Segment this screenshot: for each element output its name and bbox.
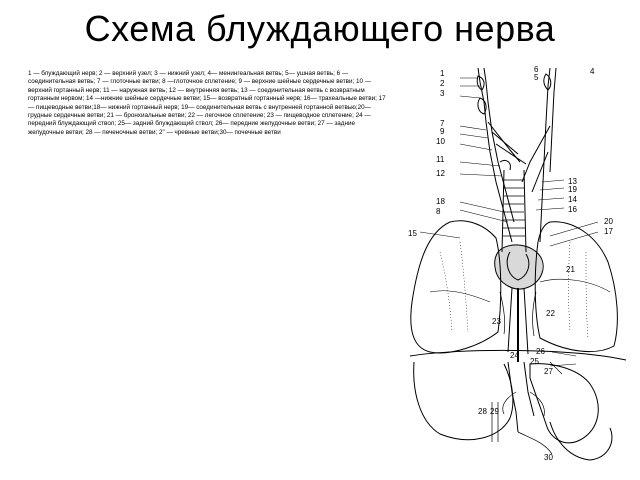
trachea (502, 170, 526, 252)
label-8: 8 (436, 207, 441, 216)
label-20: 20 (604, 217, 613, 226)
nerve-trunks-upper (420, 68, 598, 246)
page-title: Схема блуждающего нерва (84, 8, 556, 49)
label-13: 13 (568, 177, 577, 186)
label-26: 26 (536, 347, 545, 356)
label-4: 4 (590, 67, 595, 76)
label-23: 23 (492, 317, 501, 326)
label-18: 18 (436, 197, 445, 206)
label-25: 25 (530, 357, 539, 366)
figure-caption: 1 — блуждающий нерв; 2 — верхний узел; 3 — нижний узел; 4— менингеальная ветвь; 5— ушная ветвь; 6 — соединительная ветвь; 7 — глоточные ветви; 8 —глоточное сплетение; 9 — верхние шейные сердечные ветви; 10 — верхний гортанный нерв; 11 — наружная ветвь; 12 — внутренняя ветвь; 13 — соединительная ветвь с возвратным гортанным нервом; 14 —нижние шейные сердечные ветви; 15— возвратный гортанный нерв; 16— трахеальные ветви; 17— пищеводные ветви;18— нижний гортанный нерв; 19— соединительная ветвь с внутренней гортанной ветвью;20— грудные сердечные ветви; 21 — бронхиальные ветви; 22 — легочное сплетение; 23 — пищеводное сплетение; 24 — передний блуждающий ствол; 25— задний блуждающий ствол; 26— передние желудочные ветви; 27 — задние желудочные ветви; 28 — печеночные ветви; 2" — чревные ветви;30— почечные ветви (28, 70, 386, 136)
label-14: 14 (568, 195, 577, 204)
abdomen (410, 350, 626, 460)
label-15: 15 (408, 229, 417, 238)
label-3: 3 (440, 89, 445, 98)
label-16: 16 (568, 205, 577, 214)
label-30: 30 (544, 453, 553, 462)
label-28: 28 (478, 407, 487, 416)
label-1: 1 (440, 69, 445, 78)
label-7: 7 (440, 119, 445, 128)
label-5: 5 (534, 73, 539, 82)
label-24: 24 (510, 351, 519, 360)
label-29: 29 (490, 407, 499, 416)
label-21: 21 (566, 265, 575, 274)
label-2: 2 (440, 79, 445, 88)
label-9: 9 (440, 127, 445, 136)
label-12: 12 (436, 169, 445, 178)
label-19: 19 (568, 185, 577, 194)
label-6: 6 (534, 65, 539, 74)
label-10: 10 (436, 137, 445, 146)
label-17: 17 (604, 227, 613, 236)
label-22: 22 (546, 309, 555, 318)
label-11: 11 (436, 155, 445, 164)
label-27: 27 (544, 367, 553, 376)
vagus-nerve-diagram (400, 62, 636, 474)
